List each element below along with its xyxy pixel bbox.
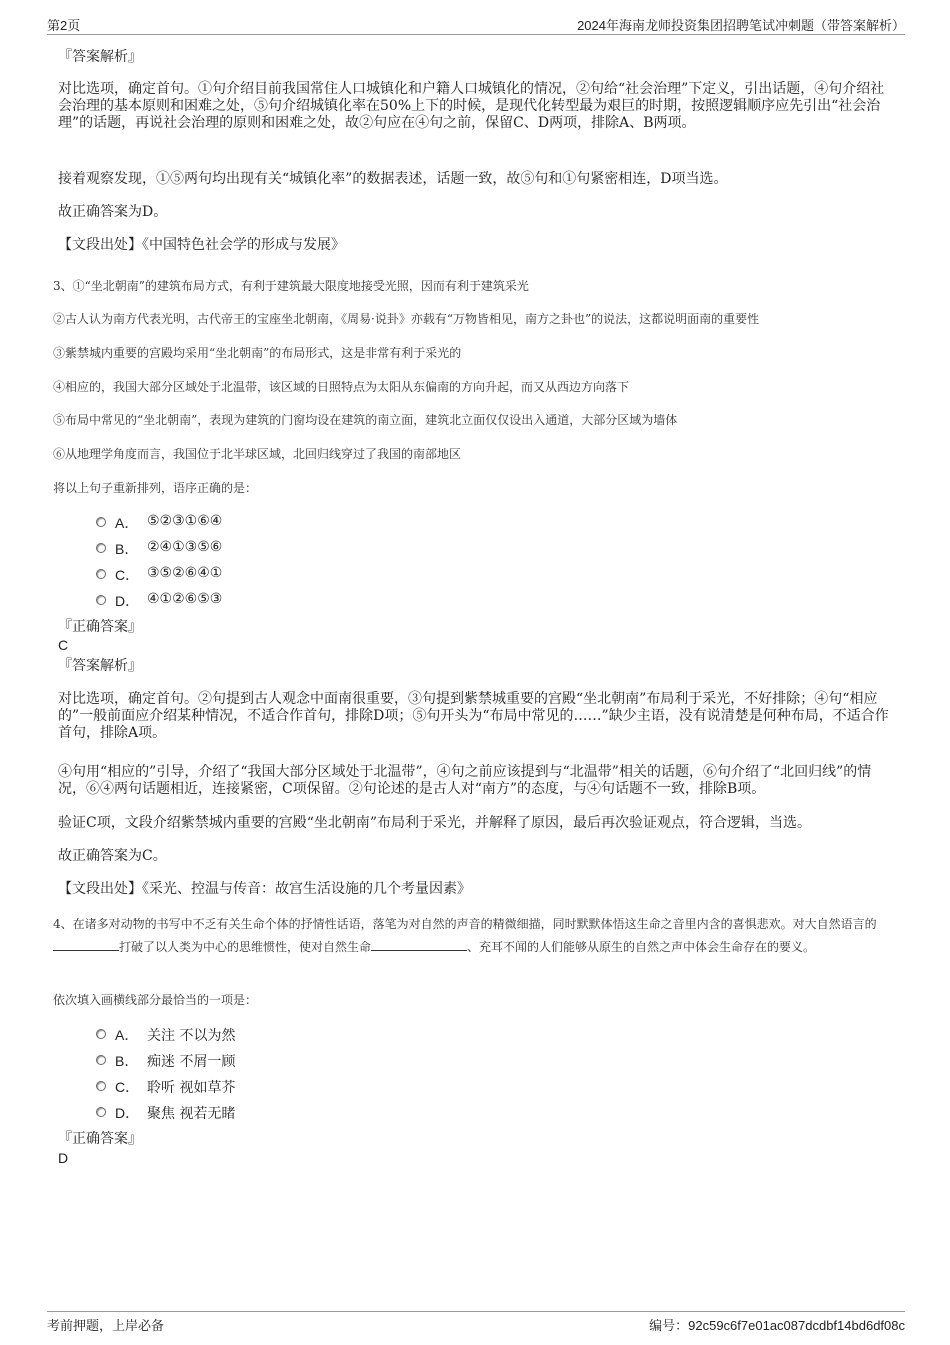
option-label: B． xyxy=(115,541,139,557)
source-reference: 【文段出处】《中国特色社会学的形成与发展》 xyxy=(58,237,345,253)
question-sentence: ②古人认为南方代表光明，古代帝王的宝座坐北朝南，《周易·说卦》亦载有“万物皆相见，南方之卦也”的说法，这都说明面南的重要性 xyxy=(53,312,760,326)
stem-text: 、充耳不闻的人们能够从原生的自然之声中体会生命存在的要义。 xyxy=(467,940,816,954)
option-text: 聚焦 视若无睹 xyxy=(147,1106,236,1122)
correct-answer-title: 『正确答案』 xyxy=(58,1131,142,1147)
analysis-paragraph: ④句用“相应的”引导，介绍了“我国大部分区域处于北温带”，④句之前应该提到与“北温带”相关的话题，⑥句介绍了“北回归线”的情况，⑥④两句话题相近，连接紧密，C项保留。②句论述的是古人对“南方”的态度，与④句话题不一致，排除B项。 xyxy=(58,764,872,797)
document-id: 编号：92c59c6f7e01ac087dcdbf14bd6df08c xyxy=(649,1318,905,1333)
question-sentence: ⑤布局中常见的“坐北朝南”，表现为建筑的门窗均设在建筑的南立面，建筑北立面仅仅设出入通道，大部分区域为墙体 xyxy=(53,413,678,427)
radio-button[interactable] xyxy=(96,1055,106,1065)
analysis-conclusion: 故正确答案为C。 xyxy=(58,848,167,864)
option-label: A． xyxy=(115,515,139,531)
question-sentence: ⑥从地理学角度而言，我国位于北半球区域，北回归线穿过了我国的南部地区 xyxy=(53,447,462,461)
analysis-title: 『答案解析』 xyxy=(58,49,142,65)
question-sentence: 3、①“坐北朝南”的建筑布局方式，有利于建筑最大限度地接受光照，因而有利于建筑采光 xyxy=(53,279,529,293)
question-sentence: ③紫禁城内重要的宫殿均采用“坐北朝南”的布局形式，这是非常有利于采光的 xyxy=(53,346,462,360)
stem-text: 4、在诸多对动物的书写中不乏有关生命个体的抒情性话语，落笔为对自然的声音的精微细描，同时默默体悟这生命之音里内含的喜惧悲欢。对大自然语言的 xyxy=(53,917,877,931)
analysis-conclusion: 故正确答案为D。 xyxy=(58,204,168,220)
document-title: 2024年海南龙师投资集团招聘笔试冲刺题（带答案解析） xyxy=(577,18,905,33)
question-sentence: ④相应的，我国大部分区域处于北温带，该区域的日照特点为太阳从东偏南的方向升起，而又从西边方向落下 xyxy=(53,380,630,394)
option-label: B． xyxy=(115,1053,139,1069)
page-footer xyxy=(47,1311,905,1342)
stem-text: 打破了以人类为中心的思维惯性，使对自然生命 xyxy=(119,940,372,954)
option-label: C． xyxy=(115,1079,140,1095)
option-label: A． xyxy=(115,1027,139,1043)
radio-button[interactable] xyxy=(96,1107,106,1117)
question-stem xyxy=(53,913,896,959)
analysis-paragraph: 对比选项，确定首句。①句介绍目前我国常住人口城镇化和户籍人口城镇化的情况，②句给“社会治理”下定义，引出话题，④句介绍社会治理的基本原则和困难之处，⑤句介绍城镇化率在50%上下的时候，是现代化转型最为艰巨的时期，按照逻辑顺序应先引出“社会治理”的话题，再说社会治理的原则和困难之处，故②句应在④句之前，保留C、D两项，排除A、B两项。 xyxy=(58,81,885,131)
question-prompt: 依次填入画横线部分最恰当的一项是： xyxy=(53,993,258,1007)
option-label: D． xyxy=(115,1105,140,1121)
option-text: ⑤②③①⑥④ xyxy=(147,513,223,529)
fill-blank xyxy=(53,939,119,951)
option-label: D． xyxy=(115,593,140,609)
fill-blank xyxy=(371,939,467,951)
option-text: 聆听 视如草芥 xyxy=(147,1080,236,1096)
option-text: ②④①③⑤⑥ xyxy=(147,539,223,555)
analysis-title: 『答案解析』 xyxy=(58,658,142,674)
option-text: ③⑤②⑥④① xyxy=(147,565,223,581)
correct-answer: D xyxy=(58,1150,69,1166)
analysis-paragraph: 验证C项，文段介绍紫禁城内重要的宫殿“坐北朝南”布局利于采光，并解释了原因，最后再次验证观点，符合逻辑，当选。 xyxy=(58,815,812,831)
correct-answer-title: 『正确答案』 xyxy=(58,619,142,635)
radio-button[interactable] xyxy=(96,543,106,553)
source-reference: 【文段出处】《采光、控温与传音：故宫生活设施的几个考量因素》 xyxy=(58,881,471,897)
radio-button[interactable] xyxy=(96,1081,106,1091)
option-label: C． xyxy=(115,567,140,583)
analysis-paragraph: 接着观察发现，①⑤两句均出现有关“城镇化率”的数据表述，话题一致，故⑤句和①句紧密相连，D项当选。 xyxy=(58,171,728,187)
radio-button[interactable] xyxy=(96,569,106,579)
radio-button[interactable] xyxy=(96,595,106,605)
option-text: 痴迷 不屑一顾 xyxy=(147,1054,236,1070)
correct-answer: C xyxy=(58,637,69,653)
question-prompt: 将以上句子重新排列，语序正确的是： xyxy=(53,481,258,495)
radio-button[interactable] xyxy=(96,1029,106,1039)
analysis-paragraph: 对比选项，确定首句。②句提到古人观念中面南很重要，③句提到紫禁城重要的宫殿“坐北朝南”布局利于采光，不好排除；④句“相应的”一般前面应介绍某种情况，不适合作首句，排除D项；⑤句开头为“布局中常见的……”缺少主语，没有说清楚是何种布局，不适合作首句，排除A项。 xyxy=(58,691,889,741)
footer-slogan: 考前押题，上岸必备 xyxy=(47,1319,165,1334)
radio-button[interactable] xyxy=(96,517,106,527)
option-text: ④①②⑥⑤③ xyxy=(147,591,223,607)
page-header xyxy=(47,12,905,35)
option-text: 关注 不以为然 xyxy=(147,1028,236,1044)
page-number: 第2页 xyxy=(47,18,81,33)
